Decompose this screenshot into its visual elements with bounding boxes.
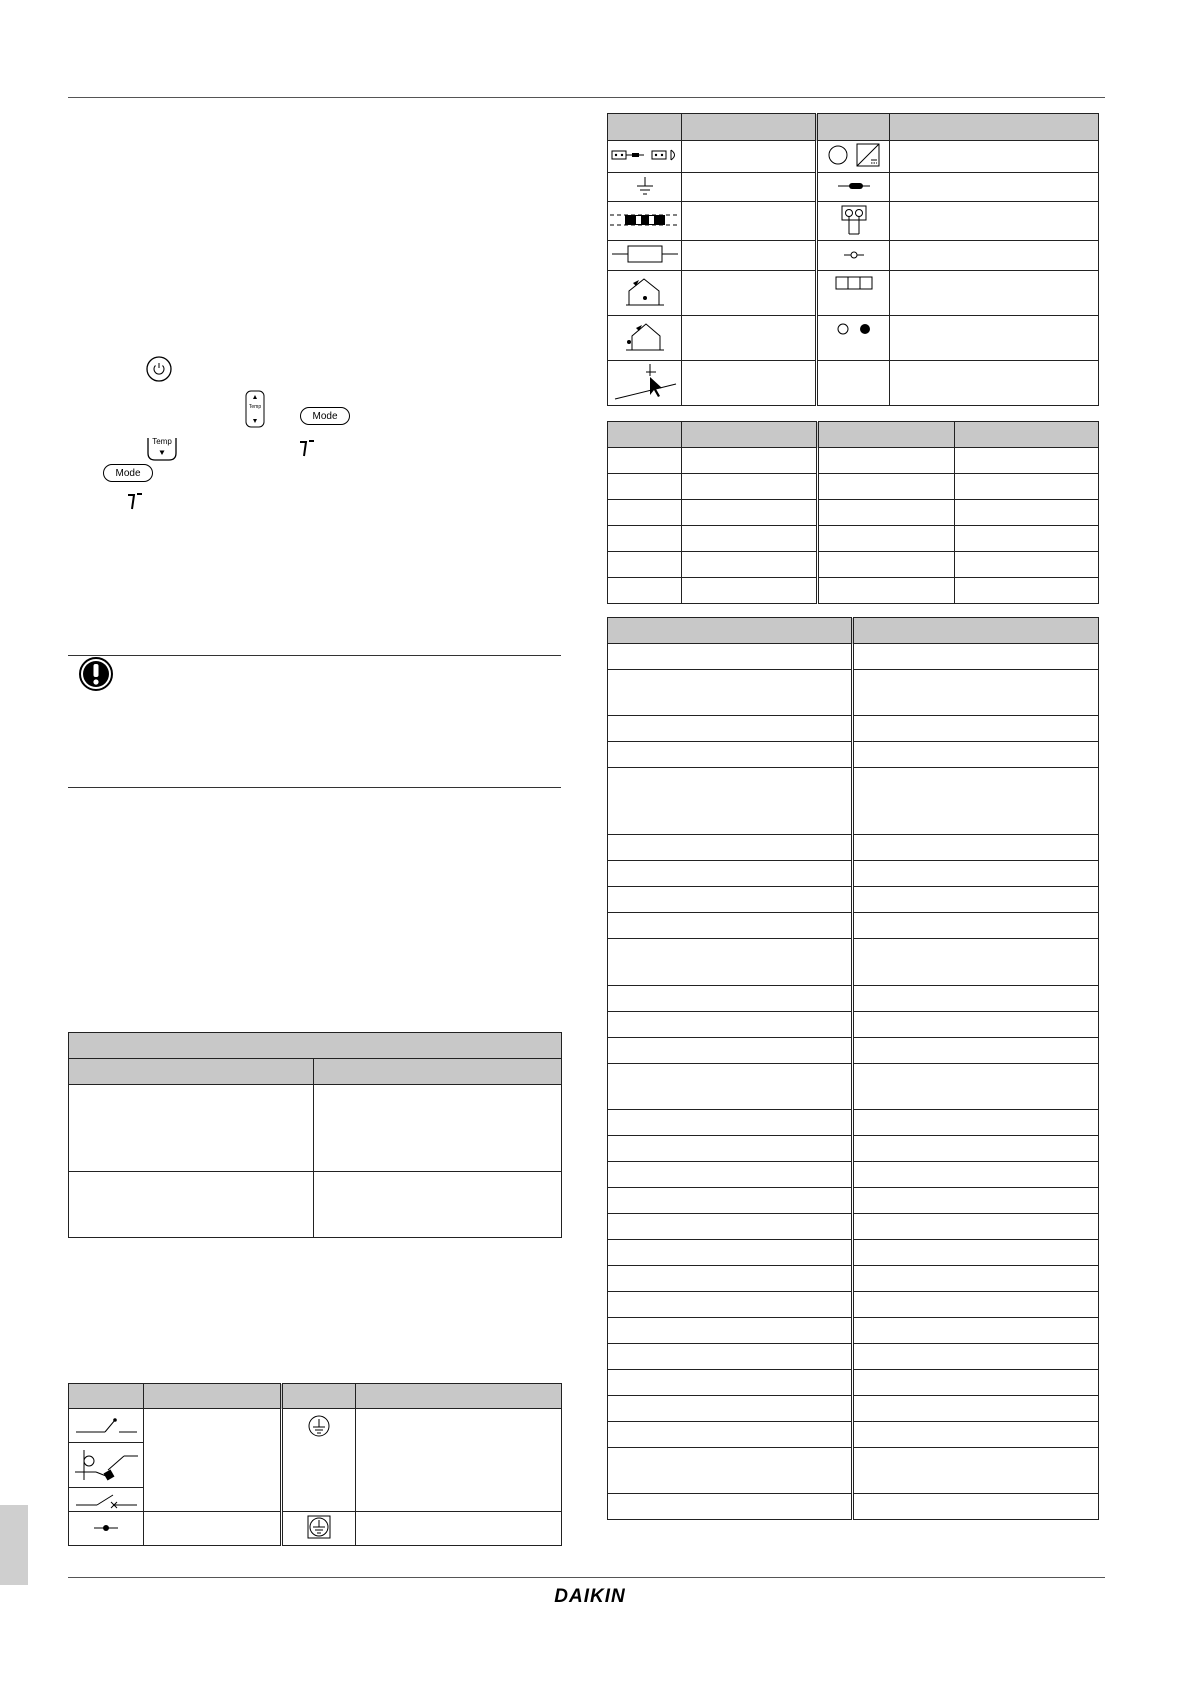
table-cell bbox=[853, 986, 1099, 1012]
column-header bbox=[955, 422, 1099, 448]
noiseless-earth-icon bbox=[307, 1515, 331, 1539]
table-cell bbox=[853, 1292, 1099, 1318]
right-symbol-table bbox=[607, 113, 1099, 406]
field-supply-icon bbox=[612, 362, 678, 402]
table-cell bbox=[853, 887, 1099, 913]
table-cell bbox=[682, 271, 817, 316]
table-cell bbox=[955, 500, 1099, 526]
table-row bbox=[608, 1344, 853, 1370]
table-cell bbox=[853, 644, 1099, 670]
table-cell bbox=[853, 1188, 1099, 1214]
column-header bbox=[314, 1059, 562, 1085]
table-cell bbox=[853, 1344, 1099, 1370]
column-header bbox=[144, 1384, 282, 1409]
column-header bbox=[818, 422, 955, 448]
column-header bbox=[608, 114, 682, 141]
table-cell bbox=[853, 1136, 1099, 1162]
table-cell bbox=[682, 202, 817, 241]
table-cell bbox=[608, 500, 682, 526]
table-cell bbox=[853, 1318, 1099, 1344]
exclamation-icon bbox=[78, 656, 114, 697]
terminal-icon bbox=[843, 250, 865, 260]
table-cell bbox=[890, 141, 1099, 173]
table-cell bbox=[890, 361, 1099, 406]
table-row bbox=[608, 1038, 853, 1064]
table-row bbox=[608, 1136, 853, 1162]
table-cell bbox=[682, 316, 817, 361]
table-cell bbox=[890, 316, 1099, 361]
terminal-strip-cell bbox=[817, 271, 890, 316]
temp-updown-label: Temp bbox=[248, 404, 262, 410]
table-row bbox=[608, 1370, 853, 1396]
table-cell bbox=[853, 670, 1099, 716]
fuse-icon bbox=[610, 244, 680, 264]
table-cell bbox=[853, 716, 1099, 742]
footer-rule bbox=[68, 1577, 1105, 1578]
mode-button-icon: Mode bbox=[300, 407, 350, 425]
ground-icon-cell bbox=[608, 173, 682, 202]
table-row bbox=[608, 1064, 853, 1110]
relay-icon-cell bbox=[817, 202, 890, 241]
table-cell bbox=[955, 552, 1099, 578]
table-cell bbox=[853, 1064, 1099, 1110]
table-cell bbox=[853, 1012, 1099, 1038]
notice-divider-left bbox=[68, 787, 125, 788]
column-header bbox=[682, 422, 818, 448]
earth-box-cell bbox=[282, 1512, 356, 1546]
table-row bbox=[608, 861, 853, 887]
table-cell bbox=[682, 500, 818, 526]
table-cell bbox=[682, 241, 817, 271]
ground-icon bbox=[634, 175, 656, 197]
temp-down-label: Temp bbox=[152, 437, 172, 446]
table-cell bbox=[314, 1085, 562, 1172]
table-row bbox=[608, 742, 853, 768]
table-row bbox=[608, 913, 853, 939]
connection-point-icon bbox=[92, 1523, 120, 1533]
table-cell bbox=[69, 1172, 314, 1238]
terminal-block-icon bbox=[841, 205, 867, 235]
table-cell bbox=[853, 1494, 1099, 1520]
table-row bbox=[608, 887, 853, 913]
table-cell bbox=[682, 552, 818, 578]
table-row bbox=[608, 986, 853, 1012]
thermal-switch-icon bbox=[69, 1443, 143, 1488]
header-rule bbox=[68, 97, 1105, 98]
switch-open-icon bbox=[69, 1409, 143, 1443]
column-header bbox=[682, 114, 817, 141]
column-header bbox=[817, 114, 890, 141]
table-cell bbox=[853, 1370, 1099, 1396]
table-cell bbox=[818, 526, 955, 552]
table-cell bbox=[853, 939, 1099, 986]
table-row bbox=[608, 1318, 853, 1344]
table-cell bbox=[890, 241, 1099, 271]
table-cell bbox=[608, 552, 682, 578]
column-header bbox=[853, 618, 1099, 644]
table-cell bbox=[818, 500, 955, 526]
notice-top-rule bbox=[68, 655, 561, 656]
table-row bbox=[608, 1214, 853, 1240]
terminal-icon-cell bbox=[817, 241, 890, 271]
mode-button-icon-2: Mode bbox=[103, 464, 153, 482]
table-cell bbox=[853, 1214, 1099, 1240]
table-row bbox=[608, 1110, 853, 1136]
table-row bbox=[608, 1494, 853, 1520]
table-cell bbox=[608, 526, 682, 552]
table-cell bbox=[144, 1409, 282, 1512]
seven-segment-display-icon-2 bbox=[127, 492, 143, 517]
table-cell bbox=[818, 474, 955, 500]
table-cell bbox=[144, 1512, 282, 1546]
column-header bbox=[608, 618, 853, 644]
table-cell bbox=[955, 448, 1099, 474]
outdoor-icon-cell bbox=[608, 316, 682, 361]
table-cell bbox=[682, 173, 817, 202]
table-cell bbox=[682, 474, 818, 500]
table-row bbox=[608, 1396, 853, 1422]
table-row bbox=[608, 1292, 853, 1318]
column-header bbox=[356, 1384, 562, 1409]
switch-symbols-cell bbox=[69, 1409, 144, 1512]
plug-connector-icon bbox=[836, 181, 872, 191]
table-cell bbox=[853, 1396, 1099, 1422]
indoor-unit-icon bbox=[624, 276, 666, 308]
table-cell bbox=[608, 578, 682, 604]
table-cell bbox=[853, 1266, 1099, 1292]
connector-icon bbox=[610, 147, 680, 163]
table-cell bbox=[69, 1085, 314, 1172]
table-cell bbox=[356, 1512, 562, 1546]
table-cell bbox=[853, 1162, 1099, 1188]
table-cell bbox=[682, 361, 817, 406]
left-table-1 bbox=[68, 1032, 562, 1238]
brand-logo: DAIKIN bbox=[554, 1586, 626, 1607]
table-cell bbox=[853, 835, 1099, 861]
table-row bbox=[608, 835, 853, 861]
table-row bbox=[608, 1422, 853, 1448]
table-cell bbox=[853, 1038, 1099, 1064]
fuse-icon-cell bbox=[608, 241, 682, 271]
table-row bbox=[608, 1240, 853, 1266]
wiring-icon-cell bbox=[608, 202, 682, 241]
table-cell bbox=[853, 1448, 1099, 1494]
table-row bbox=[608, 768, 853, 835]
table-cell bbox=[890, 271, 1099, 316]
protective-earth-icon bbox=[283, 1415, 355, 1440]
connector-plug-cell bbox=[817, 173, 890, 202]
power-button-icon bbox=[145, 355, 173, 388]
table-row bbox=[608, 939, 853, 986]
column-header bbox=[282, 1384, 356, 1409]
circuit-breaker-icon bbox=[69, 1488, 143, 1511]
table-cell bbox=[818, 578, 955, 604]
connection-circles-icon bbox=[835, 322, 873, 336]
table-cell bbox=[818, 552, 955, 578]
table-cell bbox=[314, 1172, 562, 1238]
table-cell bbox=[853, 861, 1099, 887]
table-row bbox=[608, 644, 853, 670]
table-cell bbox=[682, 141, 817, 173]
motor-rectifier-icon bbox=[826, 142, 882, 168]
column-header bbox=[69, 1059, 314, 1085]
column-header bbox=[608, 422, 682, 448]
table-cell bbox=[853, 913, 1099, 939]
table-header bbox=[69, 1033, 562, 1059]
left-symbol-table bbox=[68, 1383, 562, 1546]
table-cell bbox=[853, 1240, 1099, 1266]
table-cell bbox=[682, 578, 818, 604]
table-cell bbox=[356, 1409, 562, 1512]
table-cell bbox=[853, 1422, 1099, 1448]
terminal-strip-icon bbox=[835, 276, 873, 290]
table-row bbox=[608, 1188, 853, 1214]
column-header bbox=[890, 114, 1099, 141]
table-row bbox=[608, 1012, 853, 1038]
table-cell bbox=[955, 526, 1099, 552]
table-cell bbox=[608, 474, 682, 500]
temp-updown-icon bbox=[245, 390, 265, 433]
table-row bbox=[608, 1162, 853, 1188]
connector-icon-cell bbox=[608, 141, 682, 173]
table-cell bbox=[890, 202, 1099, 241]
seven-segment-display-icon bbox=[299, 439, 315, 464]
table-cell bbox=[955, 578, 1099, 604]
right-table-2 bbox=[607, 421, 1099, 604]
table-row bbox=[608, 1266, 853, 1292]
protective-earth-cell bbox=[282, 1409, 356, 1512]
table-cell bbox=[817, 361, 890, 406]
user-install-icon-cell bbox=[608, 361, 682, 406]
outdoor-unit-icon bbox=[624, 321, 666, 353]
table-cell bbox=[853, 742, 1099, 768]
table-row bbox=[608, 716, 853, 742]
table-row bbox=[608, 670, 853, 716]
connection-icon-cell bbox=[69, 1512, 144, 1546]
table-cell bbox=[818, 448, 955, 474]
right-table-3 bbox=[607, 617, 1099, 1520]
table-cell bbox=[853, 1110, 1099, 1136]
table-cell bbox=[955, 474, 1099, 500]
table-cell bbox=[682, 448, 818, 474]
table-cell bbox=[682, 526, 818, 552]
table-cell bbox=[608, 448, 682, 474]
motor-icon-cell bbox=[817, 141, 890, 173]
indoor-icon-cell bbox=[608, 271, 682, 316]
table-cell bbox=[890, 173, 1099, 202]
column-header bbox=[69, 1384, 144, 1409]
circles-icon-cell bbox=[817, 316, 890, 361]
table-row bbox=[608, 1448, 853, 1494]
chapter-side-tab bbox=[0, 1505, 28, 1585]
notice-bottom-rule bbox=[125, 787, 561, 788]
table-cell bbox=[853, 768, 1099, 835]
field-wiring-icon bbox=[609, 212, 681, 228]
